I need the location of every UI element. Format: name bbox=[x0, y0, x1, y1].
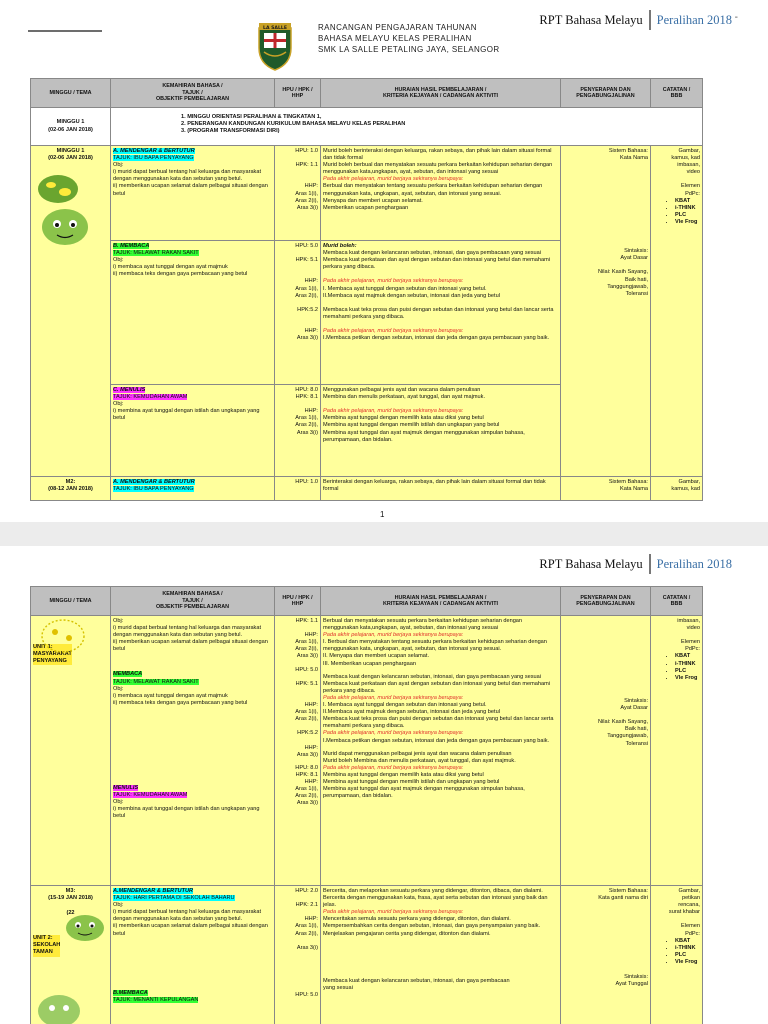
p2-s2-title: MEMBACA bbox=[113, 671, 143, 678]
unit-sticker-icon bbox=[37, 174, 79, 204]
header-peralihan: Peralihan 2018 bbox=[656, 12, 732, 27]
m3-kemahiran: A.MENDENGAR & BERTUTUR TAJUK: HARI PERTAMA DI SEKOLAH BAHARU Obj: i) murid dapat berbual tentang hal keluarga dan masyarakat dengan menggunakan kata dan sebutan yang betul. ii) memberikan ucapan selamat dalam pelbagai situasi dengan betul B.MEMBACA TAJUK: MENANTI KEPULANGAN bbox=[111, 886, 275, 1024]
p2-penyerapan-cell: Sintaksis: Ayat Dasar Nilai: Kasih Sayang, Baik hati, Tanggungjawab, Toleransi bbox=[561, 616, 651, 886]
p2-huraian-cell: Berbual dan menyatakan sesuatu perkara berkaitan kehidupan seharian dengan menggunakan kata,ungkapan, ayat, sebutan, dan intonasi yang sesuai Pada akhir pelajaran, murid berjaya sekiranya berupaya: I. Berbual dan menyatakan tentang sesuatu perkara berkaitan kehidupan seharian dengan menggunakan kata, ungkapan, ayat, sebutan, dan intonasi yang sesuai. II. Menyapa dan memberi ucapan selamat. III. Memberikan ucapan penghargaan Membaca kuat dengan kelancaran sebutan, intonasi, dan gaya pembacaan yang sesuai Membaca kuat perkataan dan ayat dengan sebutan dan intonasi yang betul dan memahami perkara yang dibaca. Pada akhir pelajaran, murid berjaya sekiranya berupaya: I. Membaca ayat tunggal dengan sebutan dan intonasi yang betul. II.Membaca ayat majmuk dengan sebutan, intonasi dan jeda yang betul Membaca kuat teks prosa dan puisi dengan sebutan dan intonasi yang betul dan lancar serta memahami perkara yang dibaca. Pada akhir pelajaran, murid berjaya sekiranya berupaya: I.Membaca petikan dengan sebutan, intonasi dan jeda dengan gaya pembacaan yang baik. Murid dapat menggunakan pelbagai jenis ayat dan wacana dalam penulisan Murid boleh Membina dan menulis perkataan, ayat tunggal, dan ayat majmuk. Pada akhir pelajaran, murid berjaya sekiranya berupaya: Membina ayat tunggal dengan memilih kata atau diksi yang betul Membina ayat tunggal dengan memilih istilah dan ungkapan yang betul Membina ayat tunggal dan ayat majmuk dengan menggunakan simpulan bahasa, perumpamaan, dan bidalan. bbox=[321, 616, 561, 886]
col-header-minggu: MINGGU / TEMA bbox=[31, 79, 111, 108]
m3-title: A.MENDENGAR & BERTUTUR bbox=[113, 888, 194, 894]
school-logo bbox=[256, 20, 294, 72]
col-header-huraian: HURAIAN HASIL PEMBELAJARAN / KRITERIA KEJAYAAN / CADANGAN AKTIVITI bbox=[321, 79, 561, 108]
table-header-row-2 bbox=[31, 587, 703, 616]
m3b-tajuk: TAJUK: MENANTI KEPULANGAN bbox=[113, 996, 199, 1003]
col-header-hpu-2: HPU / HPK / HHP bbox=[275, 587, 321, 616]
m3-minggu-cell: M3: (15-19 JAN 2018) (22 UNIT 2: SEKOLAH TAMAN bbox=[31, 886, 111, 1024]
col-header-penyerapan-2: PENYERAPAN DAN PENGABUNGJALINAN bbox=[561, 587, 651, 616]
table-row-m2 bbox=[31, 477, 703, 501]
table-header-row bbox=[31, 79, 703, 108]
m1-s1-title: A. MENDENGAR & BERTUTUR bbox=[113, 148, 195, 154]
page-number: 1 bbox=[380, 510, 385, 519]
table-row-orientasi bbox=[31, 108, 703, 146]
m1-s2-tajuk: TAJUK: MELAWAT RAKAN SAKIT bbox=[113, 250, 199, 257]
page-header-2 bbox=[539, 554, 732, 574]
table-row-p2-m2 bbox=[31, 616, 703, 886]
m3b-title: B.MEMBACA bbox=[113, 989, 148, 996]
col-header-kemahiran: KEMAHIRAN BAHASA / TAJUK / OBJEKTIF PEMBELAJARAN bbox=[111, 79, 275, 108]
m1-s1-hpu: HPU: 1.0 HPK: 1.1 HHP: Aras 1(i), Aras 2(i), Aras 3(i) bbox=[275, 146, 321, 241]
m1-catatan: Gambar, kamus, kad imbasan, video Elemen PdPc: • KBAT • i-THINK • PLC • Vle Frog bbox=[651, 146, 703, 477]
m1-penyerapan: Sistem Bahasa: Kata Nama Sintaksis: Ayat Dasar Nilai: Kasih Sayang, Baik hati, Tanggungjawab, Toleransi bbox=[561, 146, 651, 477]
smiley-blob-icon-2 bbox=[65, 914, 105, 942]
m1-s2-huraian: Murid boleh: Membaca kuat dengan kelancaran sebutan, intonasi, dan gaya pembacaan yang sesuai Membaca kuat perkataan dan ayat dengan sebutan dan intonasi yang betul dan memahami perkara yang dibaca. Pada akhir pelajaran, murid berjaya sekiranya berupaya: I. Membaca ayat tunggal dengan sebutan dan intonasi yang betul. II.Membaca ayat majmuk dengan sebutan, intonasi dan jeda yang betul Membaca kuat teks prosa dan puisi dengan sebutan dan intonasi yang betul dan lancar serta memahami perkara yang dibaca. Pada akhir pelajaran, murid berjaya sekiranya berupaya: I.Membaca petikan dengan sebutan, intonasi dan jeda dengan gaya pembacaan yang baik. bbox=[321, 241, 561, 385]
table-row-m1-s1 bbox=[31, 146, 703, 241]
header-rpt: RPT Bahasa Melayu bbox=[539, 12, 643, 27]
orientasi-minggu: MINGGU 1 (02-06 JAN 2018) bbox=[31, 108, 111, 146]
col-header-kemahiran-2: KEMAHIRAN BAHASA / TAJUK / OBJEKTIF PEMBELAJARAN bbox=[111, 587, 275, 616]
p2-catatan-cell: imbasan, video Elemen PdPc: • KBAT • i-THINK • PLC • Vle Frog bbox=[651, 616, 703, 886]
m1-minggu-cell: MINGGU 1 (02-06 JAN 2018) bbox=[31, 146, 111, 477]
title-line-2: BAHASA MELAYU KELAS PERALIHAN bbox=[318, 34, 472, 43]
blob-character-icon bbox=[37, 994, 81, 1024]
m1-s1-kemahiran: A. MENDENGAR & BERTUTUR TAJUK: IBU BAPA PENYAYANG Obj: i) murid dapat berbual tentang hal keluarga dan masyarakat dengan menggunakan kata dan sebutan yang betul. ii) memberikan ucapan selamat dalam pelbagai situasi dengan betul bbox=[111, 146, 275, 241]
m3-huraian: Bercerita, dan melaporkan sesuatu perkara yang didengar, ditonton, dibaca, dan dialami. Bercerita dengan menggunakan kata, frasa, ayat serta sebutan dan intonasi yang baik dan jelas. Pada akhir pelajaran, murid berjaya sekiranya berupaya: Menceritakan semula sesuatu perkara yang didengar, ditonton, dan dialami. Mempersembahkan cerita dengan sebutan, intonasi, dan gaya penyampaian yang baik. Menjelaskan pengajaran cerita yang didengar, ditonton dan dialami. Membaca kuat dengan kelancaran sebutan, intonasi, dan gaya pembacaan yang sesuai bbox=[321, 886, 561, 1024]
header-separator-2 bbox=[649, 554, 651, 574]
p2-tema-cell: UNIT 1: MASYARAKAT PENYAYANG bbox=[31, 616, 111, 886]
rpt-table-page2 bbox=[30, 586, 703, 1024]
orientasi-items: 1. MINGGU ORIENTASI PERALIHAN & TINGKATAN 1, 2. PENERANGAN KANDUNGAN KURIKULUM BAHASA MELAYU KELAS PERALIHAN 3. (PROGRAM TRANSFORMASI DIRI) bbox=[111, 108, 703, 146]
p2-s3-title: MENULIS bbox=[113, 784, 139, 791]
p2-s2-tajuk: TAJUK: MELAWAT RAKAN SAKIT bbox=[113, 678, 199, 685]
rpt-table-page1 bbox=[30, 78, 703, 501]
m2-catatan: Gambar, kamus, kad bbox=[651, 477, 703, 501]
m1-s3-tajuk: TAJUK: KEMUDAHAN AWAM bbox=[113, 394, 188, 401]
document-titles bbox=[318, 22, 578, 55]
m2-penyerapan: Sistem Bahasa: Kata Nama bbox=[561, 477, 651, 501]
col-header-penyerapan: PENYERAPAN DAN PENGABUNGJALINAN bbox=[561, 79, 651, 108]
m3-hpu: HPU: 2.0 HPK: 2.1 HHP: Aras 1(i), Aras 2(i), Aras 3(i) HPU: 5.0 bbox=[275, 886, 321, 1024]
col-header-catatan: CATATAN / BBB bbox=[651, 79, 703, 108]
header-dash: - bbox=[734, 12, 738, 23]
title-line-3: SMK LA SALLE PETALING JAYA, SELANGOR bbox=[318, 45, 500, 54]
title-line-1: RANCANGAN PENGAJARAN TAHUNAN bbox=[318, 23, 477, 32]
m2-hpu: HPU: 1.0 bbox=[275, 477, 321, 501]
header-peralihan-2: Peralihan 2018 bbox=[656, 556, 732, 571]
m1-s2-kemahiran: B. MEMBACA TAJUK: MELAWAT RAKAN SAKIT Obj: i) membaca ayat tunggal dengan ayat majmuk ii) membaca teks dengan gaya pembacaan yang betul bbox=[111, 241, 275, 385]
svg-text:LA SALLE: LA SALLE bbox=[263, 26, 287, 31]
m1-s3-kemahiran: C. MENULIS TAJUK: KEMUDAHAN AWAM Obj: i) membina ayat tunggal dengan istilah dan ungkapan yang betul bbox=[111, 385, 275, 477]
m1-s3-hpu: HPU: 8.0 HPK: 8.1 HHP: Aras 1(i), Aras 2(i), Aras 3(i) bbox=[275, 385, 321, 477]
m3-catatan: Gambar, petikan rencana, surat khabar Elemen PdPc: • KBAT • i-THINK • PLC • Vle Frog bbox=[651, 886, 703, 1024]
p2-kemahiran-cell: Obj: i) murid dapat berbual tentang hal keluarga dan masyarakat dengan menggunakan kata dan sebutan yang betul. ii) memberikan ucapan selamat dalam pelbagai situasi dengan betul MEMBACA TAJUK: MELAWAT RAKAN SAKIT Obj: i) membaca ayat tunggal dengan ayat majmuk ii) membaca teks dengan gaya pembacaan yang betul MENULIS TAJUK: KEMUDAHAN AWAM Obj: i) membina ayat tunggal dengan istilah dan ungkapan yang betul bbox=[111, 616, 275, 886]
col-header-minggu-2: MINGGU / TEMA bbox=[31, 587, 111, 616]
p2-hpu-cell: HPK: 1.1 HHP: Aras 1(i), Aras 2(i), Aras 3(i) HPU: 5.0 HPK: 5.1 HHP: Aras 1(i), Aras 2(i), HPK:5.2 HHP: Aras 3(i) HPU: 8.0 HPK: 8.1 HHP: Aras 1(i), Aras 2(i), Aras 3(i) bbox=[275, 616, 321, 886]
m1-s1-huraian: Murid boleh berinteraksi dengan keluarga, rakan sebaya, dan pihak lain dalam situasi formal dan tidak formal Murid boleh berbual dan menyatakan sesuatu perkara berkaitan kehidupan seharian dengan menggunakan kata,ungkapan, ayat, sebutan, dan intonasi yang sesuai Pada akhir pelajaran, murid berjaya sekiranya berupaya: Berbual dan menyatakan tentang sesuatu perkara berkaitan kehidupan seharian dengan menggunakan kata, ungkapan, ayat, sebutan, dan intonasi yang sesuai. Menyapa dan memberi ucapan selamat. Memberikan ucapan penghargaan bbox=[321, 146, 561, 241]
m1-s3-huraian: Menggunakan pelbagai jenis ayat dan wacana dalam penulisan Membina dan menulis perkataan, ayat tunggal, dan ayat majmuk. Pada akhir pelajaran, murid berjaya sekiranya berupaya: Membina ayat tunggal dengan memilih kata atau diksi yang betul Membina ayat tunggal dengan memilih istilah dan ungkapan yang betul Membina ayat tunggal dan ayat majmuk dengan menggunakan simpulan bahasa, perumpamaan, dan bidalan. bbox=[321, 385, 561, 477]
page-2 bbox=[0, 546, 768, 1024]
m3-tajuk: TAJUK: HARI PERTAMA DI SEKOLAH BAHARU bbox=[113, 895, 235, 902]
header-rpt-2: RPT Bahasa Melayu bbox=[539, 556, 643, 571]
m1-s2-title: B. MEMBACA bbox=[113, 243, 150, 249]
m2-huraian: Berinteraksi dengan keluarga, rakan sebaya, dan pihak lain dalam situasi formal dan tidak formal bbox=[321, 477, 561, 501]
m1-s3-title: C. MENULIS bbox=[113, 387, 146, 393]
table-row-m3 bbox=[31, 886, 703, 1024]
smiley-blob-icon bbox=[41, 208, 89, 246]
header-separator bbox=[649, 10, 651, 30]
col-header-hpu: HPU / HPK / HHP bbox=[275, 79, 321, 108]
m3-penyerapan: Sistem Bahasa: Kata ganti nama diri Sintaksis: Ayat Tunggal bbox=[561, 886, 651, 1024]
col-header-huraian-2: HURAIAN HASIL PEMBELAJARAN / KRITERIA KEJAYAAN / CADANGAN AKTIVITI bbox=[321, 587, 561, 616]
top-rule bbox=[28, 30, 102, 32]
p2-s3-tajuk: TAJUK: KEMUDAHAN AWAM bbox=[113, 792, 188, 799]
m1-s1-tajuk: TAJUK: IBU BAPA PENYAYANG bbox=[113, 155, 194, 162]
m2-minggu: M2: (08-12 JAN 2018) bbox=[31, 477, 111, 501]
m2-kemahiran: A. MENDENGAR & BERTUTUR TAJUK: IBU BAPA PENYAYANG bbox=[111, 477, 275, 501]
col-header-catatan-2: CATATAN / BBB bbox=[651, 587, 703, 616]
m1-s2-hpu: HPU: 5.0 HPK: 5.1 HHP: Aras 1(i), Aras 2(i), HPK:5.2 HHP: Aras 3(i) bbox=[275, 241, 321, 385]
unit-sticker-icon-2 bbox=[41, 618, 85, 654]
